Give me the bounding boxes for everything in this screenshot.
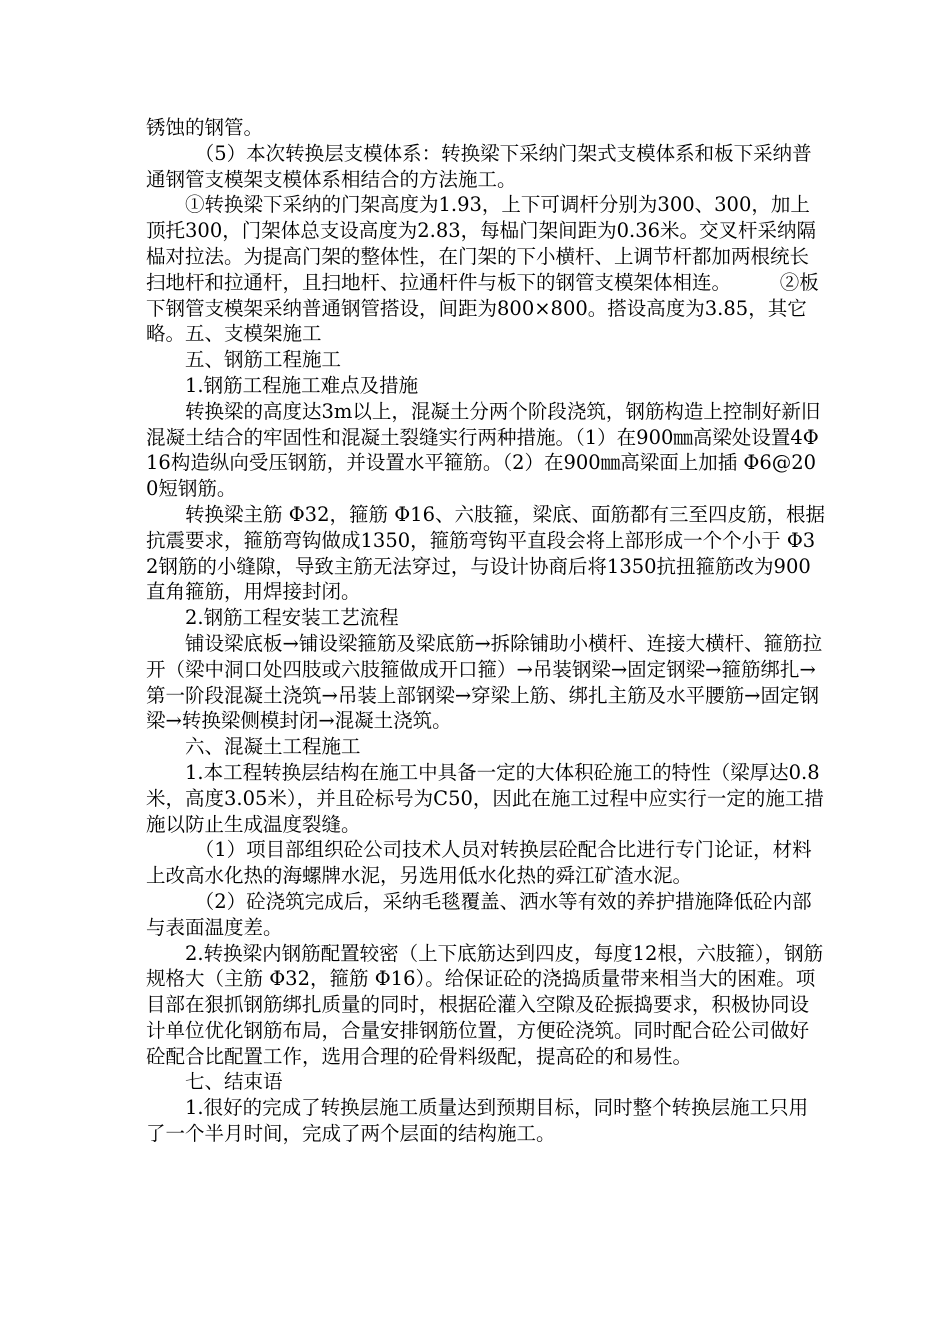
paragraph-main-rebar: 转换梁主筋 Φ32，箍筋 Φ16、六肢箍，梁底、面筋都有三至四皮筋，根据抗震要求，箍筋弯钩做成1350，箍筋弯钩平直段会将上部形成一个个小于 Φ32钢筋的小缝隙，导致主筋无法穿过，与设计协商后将1350抗扭箍筋改为900直角箍筋，用焊接封闭。	[146, 502, 825, 604]
document-body	[146, 115, 826, 1147]
section-heading-conclusion: 七、结束语	[185, 1070, 283, 1094]
subheading-rebar-difficulties: 1.钢筋工程施工难点及措施	[185, 373, 419, 397]
paragraph-mix-proportion: （1）项目部组织砼公司技术人员对转换层砼配合比进行专门论证，材料上改高水化热的海螺牌水泥，另选用低水化热的舜江矿渣水泥。	[146, 838, 812, 888]
paragraph-rebar-measures: 转换梁的高度达3m以上，混凝土分两个阶段浇筑，钢筋构造上控制好新旧混凝土结合的牢固性和混凝土裂缝实行两种措施。（1）在900㎜高梁处设置4Φ16构造纵向受压钢筋，并设置水平箍筋。（2）在900㎜高梁面上加插 Φ6@200短钢筋。	[146, 399, 821, 501]
paragraph-process-flow: 铺设梁底板→铺设梁箍筋及梁底筋→拆除铺助小横杆、连接大横杆、箍筋拉开（梁中洞口处四肢或六肢箍做成开口箍）→吊装钢梁→固定钢梁→箍筋绑扎→第一阶段混凝土浇筑→吊装上部钢梁→穿梁上筋、绑扎主筋及水平腰筋→固定钢梁→转换梁侧模封闭→混凝土浇筑。	[146, 631, 823, 733]
paragraph-dense-rebar: 2.转换梁内钢筋配置较密（上下底筋达到四皮，每度12根，六肢箍），钢筋规格大（主筋 Φ32，箍筋 Φ16）。给保证砼的浇捣质量带来相当大的困难。项目部在狠抓钢筋绑扎质量的同时，根据砼灌入空隙及砼振捣要求，积极协同设计单位优化钢筋布局，合量安排钢筋位置，方便砼浇筑。同时配合砼公司做好砼配合比配置工作，选用合理的砼骨料级配，提高砼的和易性。	[146, 941, 824, 1068]
paragraph-door-frame: ①转换梁下采纳的门架高度为1.93，上下可调杆分别为300、300，加上顶托300，门架体总支设高度为2.83，每榀门架间距为0.36米。交叉杆采纳隔榀对拉法。为提高门架的整体性，在门架的下小横杆、上调节杆都加两根统长扫地杆和拉通杆，且扫地杆、拉通杆件与板下的钢管支模架体相连。 ②板下钢管支模架采纳普通钢管搭设，间距为800×800。搭设高度为3.85，其它略。五、支模架施工	[146, 193, 819, 346]
paragraph-curing: （2）砼浇筑完成后，采纳毛毯覆盖、洒水等有效的养护措施降低砼内部与表面温度差。	[146, 889, 812, 939]
paragraph-mass-concrete: 1.本工程转换层结构在施工中具备一定的大体积砼施工的特性（梁厚达0.8米，高度3.05米），并且砼标号为C50，因此在施工过程中应实行一定的施工措施以防止生成温度裂缝。	[146, 760, 824, 836]
section-heading-rebar: 五、钢筋工程施工	[185, 348, 342, 372]
paragraph-formwork-system: （5）本次转换层支模体系：转换梁下采纳门架式支模体系和板下采纳普通钢管支模架支模体系相结合的方法施工。	[146, 141, 812, 191]
paragraph-conclusion: 1.很好的完成了转换层施工质量达到预期目标，同时整个转换层施工只用了一个半月时间，完成了两个层面的结构施工。	[146, 1096, 809, 1146]
subheading-rebar-process: 2.钢筋工程安装工艺流程	[185, 606, 399, 630]
section-heading-concrete: 六、混凝土工程施工	[185, 735, 361, 759]
paragraph-continuation: 锈蚀的钢管。	[146, 116, 264, 139]
